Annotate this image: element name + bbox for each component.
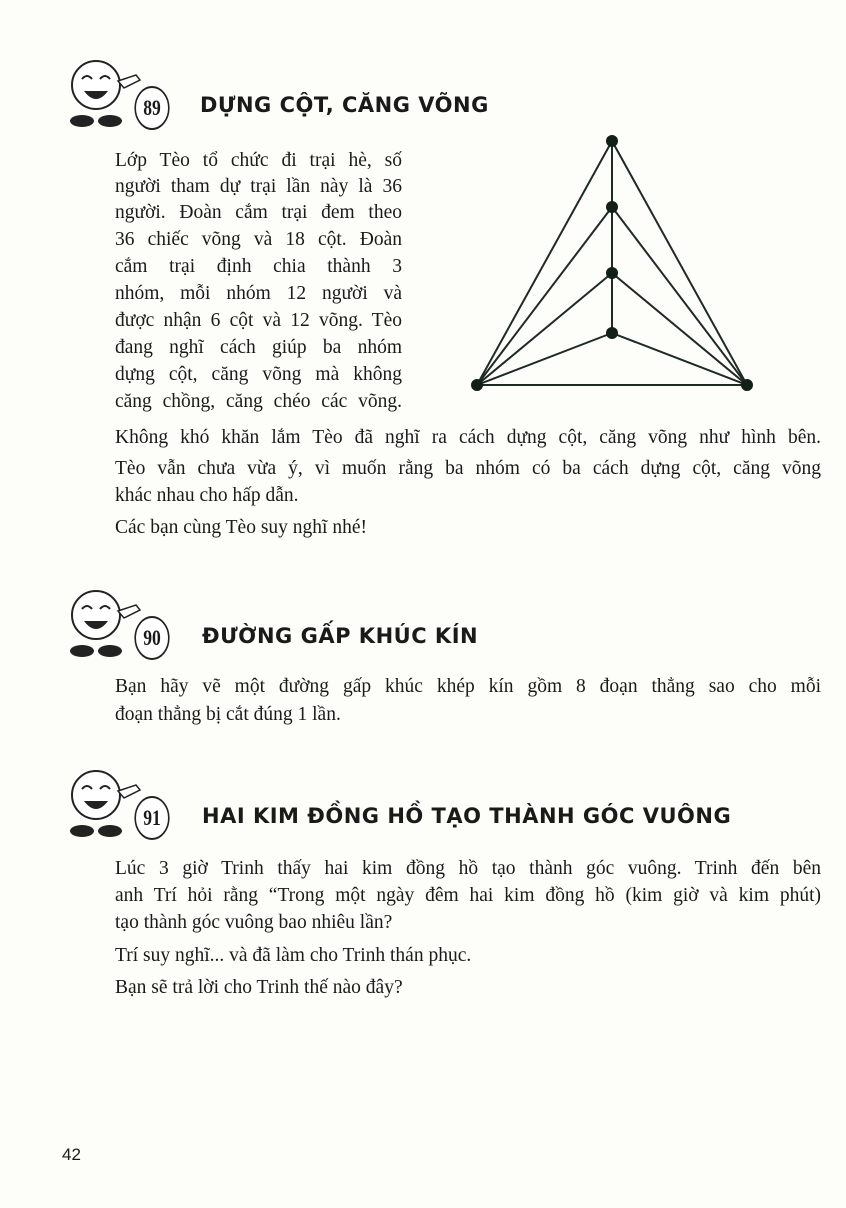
text-line: Trí suy nghĩ... và đã làm cho Trinh thán phục. xyxy=(115,945,472,966)
problem-number-badge: 90 xyxy=(134,616,169,660)
mascot-icon xyxy=(58,585,148,660)
pole-point xyxy=(606,267,618,279)
problem-number-badge: 91 xyxy=(134,796,169,840)
text-line: căng chồng, căng chéo các võng. xyxy=(115,391,402,412)
problem-title: HAI KIM ĐỒNG HỒ TẠO THÀNH GÓC VUÔNG xyxy=(202,804,732,828)
text-line: Bạn sẽ trả lời cho Trinh thế nào đây? xyxy=(115,977,403,998)
text-line: được nhận 6 cột và 12 võng. Tèo xyxy=(115,310,402,331)
text-line: người tham dự trại lần này là 36 xyxy=(115,176,402,197)
problem-title: DỰNG CỘT, CĂNG VÕNG xyxy=(200,93,489,117)
text-line: Không khó khăn lắm Tèo đã nghĩ ra cách dựng cột, căng võng như hình bên. xyxy=(115,427,821,448)
text-line: Các bạn cùng Tèo suy nghĩ nhé! xyxy=(115,517,367,538)
text-line: Lúc 3 giờ Trinh thấy hai kim đồng hồ tạo thành góc vuông. Trinh đến bên xyxy=(115,858,821,879)
problem-number-badge: 89 xyxy=(134,86,169,130)
problem-title: ĐƯỜNG GẤP KHÚC KÍN xyxy=(202,624,479,648)
text-line: anh Trí hỏi rằng “Trong một ngày đêm hai kim đồng hồ (kim giờ và kim phút) xyxy=(115,885,821,906)
pole-point xyxy=(606,201,618,213)
text-line: Tèo vẫn chưa vừa ý, vì muốn rằng ba nhóm có ba cách dựng cột, căng võng xyxy=(115,458,821,479)
mascot-icon xyxy=(58,765,148,840)
text-line: Lớp Tèo tổ chức đi trại hè, số xyxy=(115,150,402,171)
text-line: Bạn hãy vẽ một đường gấp khúc khép kín gồm 8 đoạn thẳng sao cho mỗi xyxy=(115,676,821,697)
text-line: dựng cột, căng võng mà không xyxy=(115,364,402,385)
text-line: khác nhau cho hấp dẫn. xyxy=(115,485,299,506)
pole-point xyxy=(741,379,753,391)
text-line: đang nghĩ cách giúp ba nhóm xyxy=(115,337,402,358)
pole-point xyxy=(606,135,618,147)
text-line: người. Đoàn cắm trại đem theo xyxy=(115,202,402,223)
text-line: đoạn thẳng bị cắt đúng 1 lần. xyxy=(115,704,341,725)
text-line: tạo thành góc vuông bao nhiêu lần? xyxy=(115,912,393,933)
pole-hammock-diagram xyxy=(0,0,846,420)
text-line: cắm trại định chia thành 3 xyxy=(115,256,402,277)
page-number: 42 xyxy=(62,1145,81,1164)
text-line: nhóm, mỗi nhóm 12 người và xyxy=(115,283,402,304)
pole-point xyxy=(471,379,483,391)
text-line: 36 chiếc võng và 18 cột. Đoàn xyxy=(115,229,402,250)
pole-point xyxy=(606,327,618,339)
